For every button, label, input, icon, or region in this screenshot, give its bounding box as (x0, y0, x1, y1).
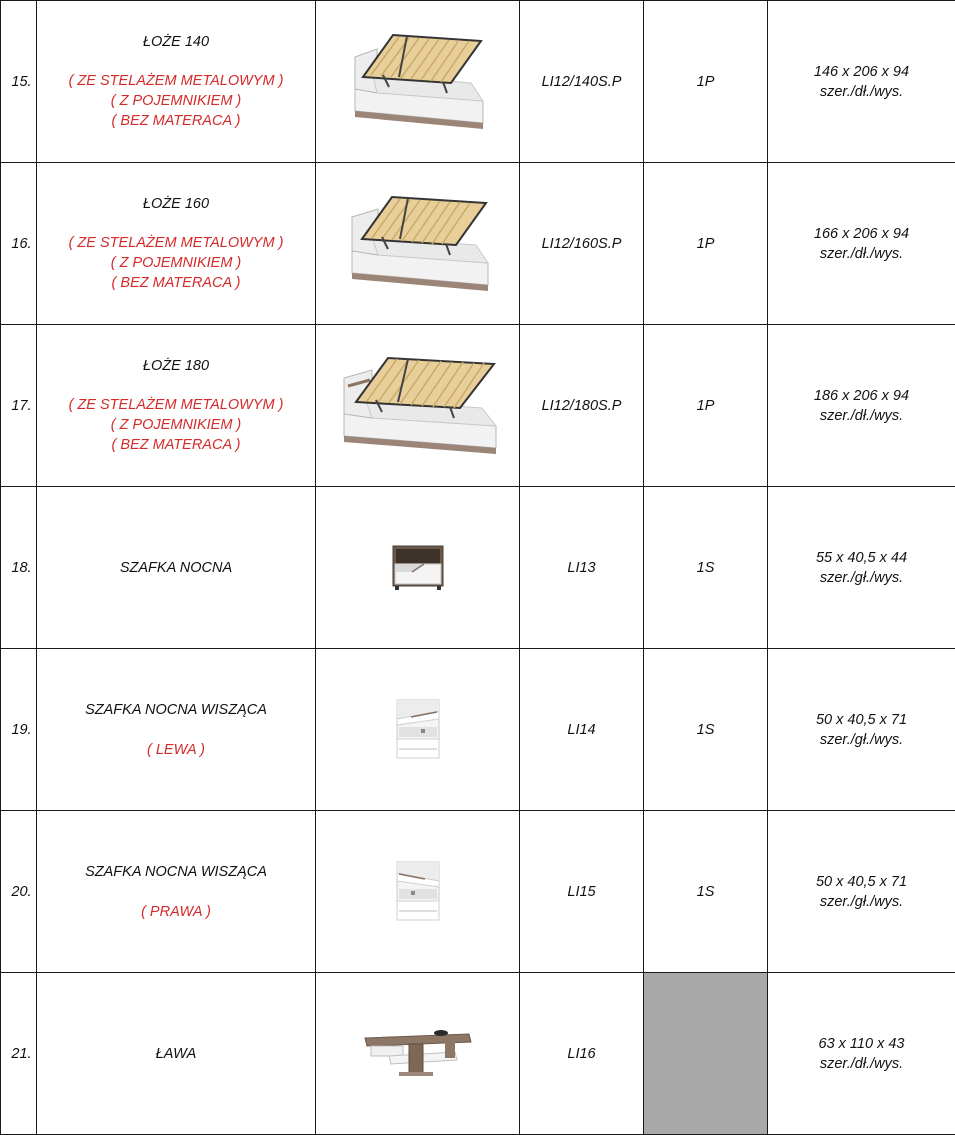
package-count: 1S (644, 811, 768, 973)
product-name: ŁAWA (155, 1045, 197, 1062)
product-image-cell (316, 163, 520, 325)
product-name-cell (37, 649, 316, 811)
table-row (1, 325, 955, 487)
product-name: SZAFKA NOCNA WISZĄCA (85, 863, 267, 880)
product-name: ŁOŻE 140 (142, 34, 210, 50)
product-name: ŁOŻE 160 (142, 196, 210, 212)
dimensions: 55 x 40,5 x 44 (815, 549, 908, 566)
wall-nightstand-left-image (393, 697, 443, 763)
dimensions-label: szer./dł./wys. (819, 407, 904, 424)
product-code: LI16 (520, 973, 644, 1135)
product-note: ( BEZ MATERACA ) (111, 113, 241, 129)
bed-140-image (343, 27, 493, 137)
product-name-cell (37, 973, 316, 1135)
dimensions-label: szer./dł./wys. (819, 1055, 904, 1072)
product-note: ( LEWA ) (146, 741, 205, 758)
dimensions-label: szer./dł./wys. (819, 245, 904, 262)
dimensions: 166 x 206 x 94 (813, 225, 910, 242)
dimensions-cell (768, 1, 955, 163)
coffee-table-image (359, 1028, 477, 1080)
package-count: 1S (644, 649, 768, 811)
table-row (1, 487, 955, 649)
table-row (1, 973, 955, 1135)
row-number: 17. (1, 325, 37, 487)
dimensions-cell (768, 163, 955, 325)
dimensions-label: szer./gł./wys. (819, 893, 904, 910)
dimensions-cell (768, 811, 955, 973)
product-note: ( ZE STELAŻEM METALOWYM ) (68, 397, 284, 413)
dimensions-cell (768, 325, 955, 487)
product-image-cell (316, 973, 520, 1135)
product-image-cell (316, 325, 520, 487)
dimensions: 50 x 40,5 x 71 (815, 873, 908, 890)
product-note: ( ZE STELAŻEM METALOWYM ) (68, 73, 284, 89)
product-note: ( BEZ MATERACA ) (111, 437, 241, 453)
wall-nightstand-right-image (393, 859, 443, 925)
product-name-cell (37, 163, 316, 325)
row-number: 16. (1, 163, 37, 325)
row-number: 19. (1, 649, 37, 811)
product-note: ( PRAWA ) (141, 903, 211, 920)
package-count-empty (644, 973, 768, 1135)
package-count: 1P (644, 1, 768, 163)
product-note: ( Z POJEMNIKIEM ) (110, 255, 242, 271)
product-code: LI12/140S.P (520, 1, 644, 163)
product-note: ( Z POJEMNIKIEM ) (110, 93, 242, 109)
dimensions-label: szer./gł./wys. (819, 569, 904, 586)
product-image-cell (316, 811, 520, 973)
product-name: SZAFKA NOCNA (119, 559, 233, 576)
product-name-cell (37, 487, 316, 649)
dimensions: 146 x 206 x 94 (813, 63, 910, 80)
row-number: 20. (1, 811, 37, 973)
product-image-cell (316, 1, 520, 163)
product-code: LI15 (520, 811, 644, 973)
product-note: ( BEZ MATERACA ) (111, 275, 241, 291)
package-count: 1P (644, 325, 768, 487)
product-note: ( Z POJEMNIKIEM ) (110, 417, 242, 433)
package-count: 1P (644, 163, 768, 325)
nightstand-image (390, 542, 446, 594)
product-name-cell (37, 811, 316, 973)
bed-180-image (330, 350, 505, 462)
table-row (1, 649, 955, 811)
dimensions-cell (768, 973, 955, 1135)
table-row (1, 811, 955, 973)
product-note: ( ZE STELAŻEM METALOWYM ) (68, 235, 284, 251)
table-row (1, 1, 955, 163)
dimensions-cell (768, 487, 955, 649)
product-code: LI13 (520, 487, 644, 649)
table-row (1, 163, 955, 325)
product-image-cell (316, 649, 520, 811)
product-code: LI14 (520, 649, 644, 811)
package-count: 1S (644, 487, 768, 649)
product-code: LI12/180S.P (520, 325, 644, 487)
dimensions-cell (768, 649, 955, 811)
product-image-cell (316, 487, 520, 649)
dimensions-label: szer./dł./wys. (819, 83, 904, 100)
product-name-cell (37, 325, 316, 487)
product-name: ŁOŻE 180 (142, 358, 210, 374)
dimensions: 63 x 110 x 43 (818, 1035, 905, 1052)
product-code: LI12/160S.P (520, 163, 644, 325)
dimensions-label: szer./gł./wys. (819, 731, 904, 748)
product-name-cell (37, 1, 316, 163)
row-number: 18. (1, 487, 37, 649)
row-number: 15. (1, 1, 37, 163)
dimensions: 50 x 40,5 x 71 (815, 711, 908, 728)
dimensions: 186 x 206 x 94 (813, 387, 910, 404)
product-name: SZAFKA NOCNA WISZĄCA (85, 701, 267, 718)
bed-160-image (338, 189, 498, 299)
row-number: 21. (1, 973, 37, 1135)
